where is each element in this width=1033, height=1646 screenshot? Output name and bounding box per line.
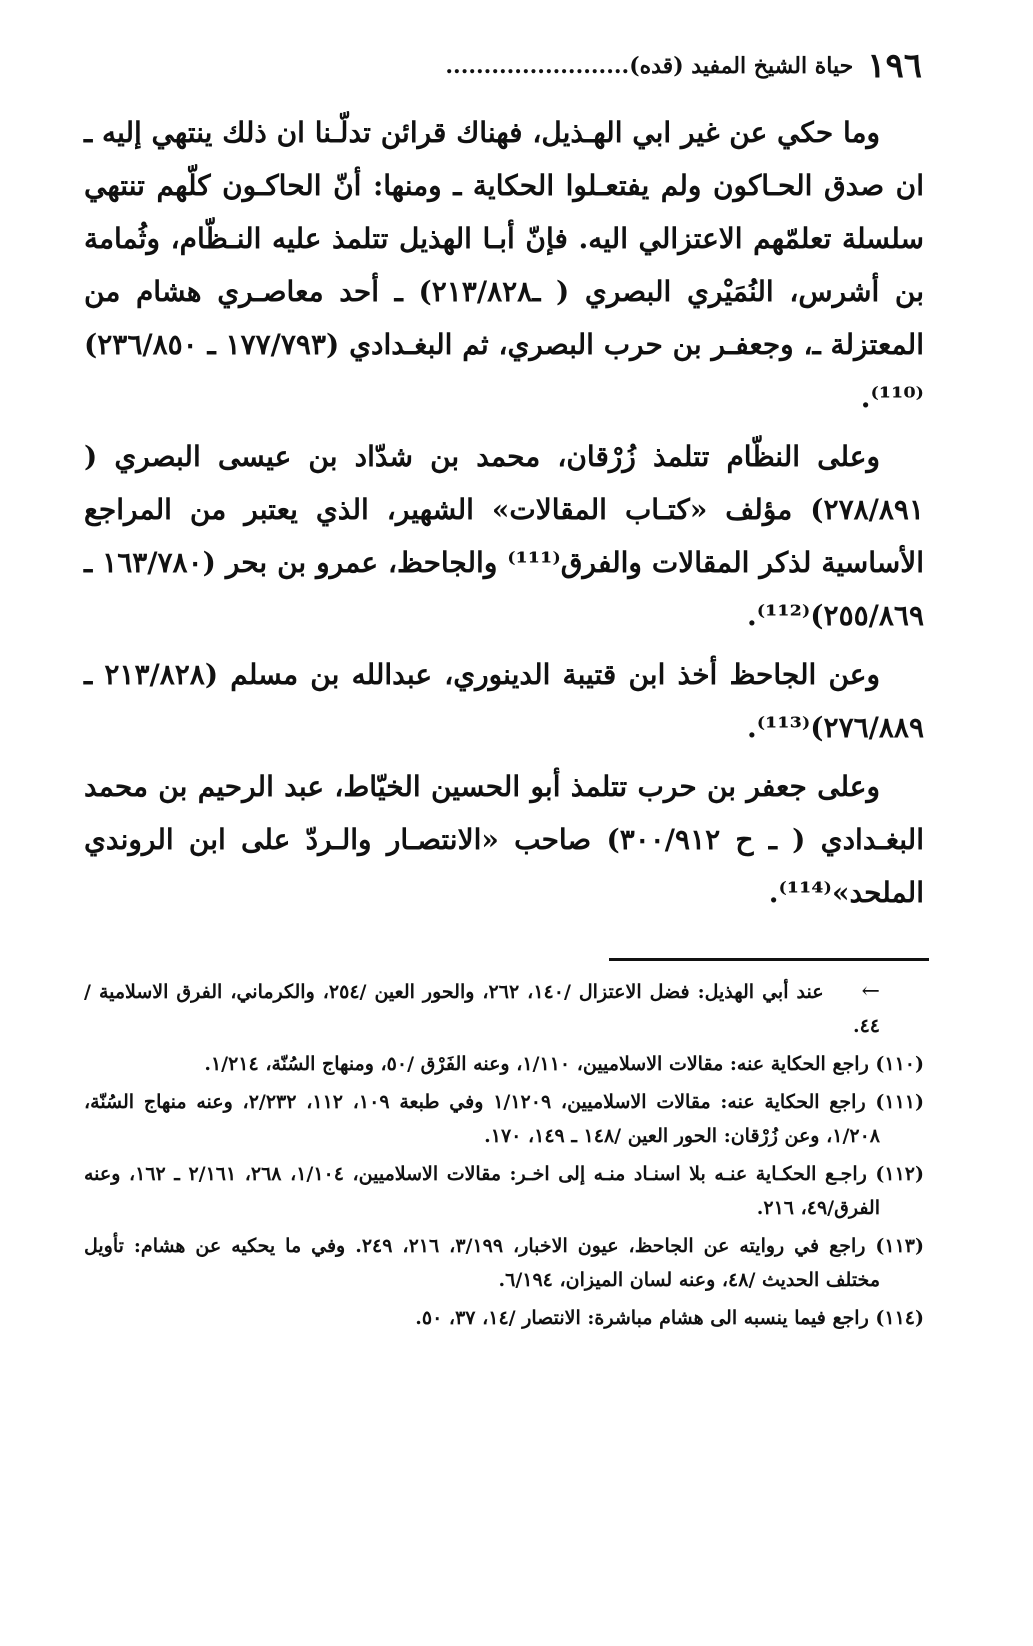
paragraph-3: وعن الجاحظ أخذ ابن قتيبة الدينوري، عبدالله بن مسلم (٢١٣/٨٢٨ ـ ٢٧٦/٨٨٩)⁽¹¹³⁾. — [84, 658, 924, 744]
footnote-112: (١١٢) راجـع الحكـاية عنـه بلا اسنـاد منـه إلى اخـر: مقالات الاسلاميين، ١/١٠٤، ٢٦٨، ٢/١٦١ ـ ١٦٢، وعنه الفرق/٤٩، ٢١٦. — [84, 1163, 924, 1219]
page-header — [82, 44, 922, 88]
footnote-carry-over — [84, 975, 924, 1043]
footnote-carry-over-text: عند أبي الهذيل: فضل الاعتزال /١٤٠، ٢٦٢، والحور العين /٢٥٤، والكرماني، الفرق الاسلامية /٤٤. — [84, 981, 880, 1037]
paragraph-1: وما حكي عن غير ابي الهـذيل، فهناك قرائن تدلّـنا ان ذلك ينتهي إليه ـ ان صدق الحـاكون ولم يفتعـلوا الحكاية ـ ومنها: أنّ الحاكـون كلّهم تنتهي سلسلة تعلمّهم الاعتزالي اليه. فإنّ أبـا الهذيل تتلمذ عليه النـظّام، وثُمامة بن أشرس، النُمَيْري البصري ( ـ٢١٣/٨٢٨) ـ أحد معاصـري هشام من المعتزلة ـ، وجعفـر بن حرب البصري، ثم البغـدادي (١٧٧/٧٩٣ ـ ٢٣٦/٨٥٠)⁽¹¹⁰⁾. — [84, 116, 924, 414]
footnotes-section — [84, 975, 924, 1339]
footnote-110: (١١٠) راجع الحكاية عنه: مقالات الاسلاميين، ١/١١٠، وعنه الفَرْق /٥٠، ومنهاج السُنّة، ١/٢١٤. — [204, 1053, 924, 1075]
continuation-arrow-icon: ← — [861, 979, 880, 1004]
footnote-divider — [609, 958, 929, 961]
page-number: ١٩٦ — [867, 46, 922, 86]
paragraph-4: وعلى جعفر بن حرب تتلمذ أبو الحسين الخيّاط، عبد الرحيم بن محمد البغـدادي ( ـ ح ٣٠٠/٩١٢) صاحب «الانتصـار والـردّ على ابن الروندي الملحد»⁽¹¹⁴⁾. — [84, 770, 924, 909]
paragraph-2: وعلى النظّام تتلمذ زُرْقان، محمد بن شدّاد بن عيسى البصري ( ٢٧٨/٨٩١) مؤلف «كتـاب المقالات» الشهير، الذي يعتبر من المراجع الأساسية لذكر المقالات والفرق⁽¹¹¹⁾ والجاحظ، عمرو بن بحر (١٦٣/٧٨٠ ـ ٢٥٥/٨٦٩)⁽¹¹²⁾. — [84, 440, 924, 632]
main-text — [84, 106, 924, 925]
footnote-114: (١١٤) راجع فيما ينسبه الى هشام مباشرة: الانتصار /١٤، ٣٧، ٥٠. — [415, 1307, 924, 1329]
footnote-111: (١١١) راجع الحكاية عنه: مقالات الاسلاميين، ١/١٢٠٩ وفي طبعة ١٠٩، ١١٢، ٢/٢٣٢، وعنه منهاج السُنّة، ١/٢٠٨، وعن زُرْقان: الحور العين /١٤٨ ـ ١٤٩، ١٧٠. — [84, 1091, 925, 1147]
running-title: حياة الشيخ المفيد (قده) — [629, 53, 854, 79]
footnote-113: (١١٣) راجع في روايته عن الجاحظ، عيون الاخبار، ٣/١٩٩، ٢١٦، ٢٤٩. وفي ما يحكيه عن هشام: تأويل مختلف الحديث /٤٨، وعنه لسان الميزان، ٦/١٩٤. — [84, 1235, 924, 1291]
header-leader-dots: ........................ — [445, 53, 630, 79]
